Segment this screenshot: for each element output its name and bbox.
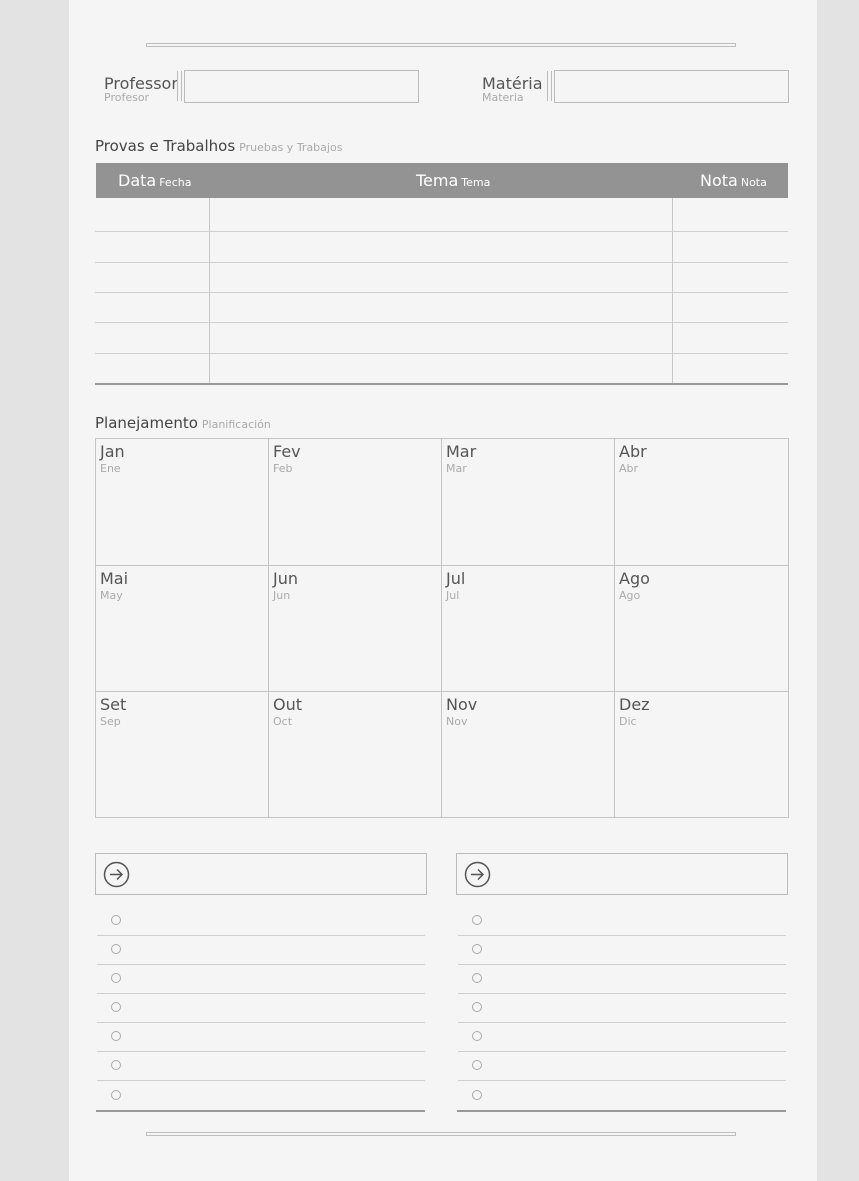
list-item[interactable] (97, 964, 425, 965)
planning-title-text: Planejamento (95, 414, 198, 432)
table-row[interactable] (95, 231, 788, 232)
list-item[interactable] (458, 935, 786, 936)
column-header-nota (700, 171, 767, 190)
materia-separator (547, 71, 552, 101)
checkbox-bullet[interactable] (111, 1002, 121, 1012)
exams-subtitle: Pruebas y Trabajos (239, 141, 343, 154)
month-cell-jun[interactable] (269, 566, 442, 692)
month-cell-dez[interactable] (615, 692, 788, 817)
month-name-es: Feb (273, 462, 293, 475)
checkbox-bullet[interactable] (472, 1031, 482, 1041)
exams-title (95, 137, 342, 155)
month-cell-mai[interactable] (96, 566, 269, 692)
month-name-es: Sep (100, 715, 121, 728)
month-name: Jan (100, 442, 125, 461)
top-divider (146, 43, 736, 47)
materia-field[interactable] (554, 70, 789, 103)
table-row[interactable] (95, 292, 788, 293)
column-divider (209, 198, 210, 384)
checkbox-bullet[interactable] (472, 1060, 482, 1070)
todo-list-right-header[interactable] (456, 853, 788, 895)
list-bottom-border (457, 1110, 786, 1112)
table-bottom-border (95, 383, 788, 385)
column-header-nota-sub: Nota (740, 176, 767, 189)
column-divider (672, 198, 673, 384)
month-name-es: Mar (446, 462, 467, 475)
list-item[interactable] (458, 964, 786, 965)
checkbox-bullet[interactable] (111, 1090, 121, 1100)
planning-calendar (95, 438, 789, 818)
column-header-data-label: Data (118, 171, 157, 190)
month-name: Out (273, 695, 303, 714)
list-item[interactable] (97, 993, 425, 994)
materia-label: Matéria (482, 74, 543, 93)
month-name: Jun (273, 569, 298, 588)
checkbox-bullet[interactable] (472, 1090, 482, 1100)
column-header-data (118, 171, 191, 190)
column-header-tema-label: Tema (416, 171, 459, 190)
list-item[interactable] (458, 993, 786, 994)
month-name: Abr (619, 442, 647, 461)
month-name-es: Ago (619, 589, 641, 602)
professor-separator (177, 71, 182, 101)
month-name: Jul (446, 569, 466, 588)
checkbox-bullet[interactable] (111, 1031, 121, 1041)
checkbox-bullet[interactable] (472, 973, 482, 983)
month-cell-nov[interactable] (442, 692, 615, 817)
column-header-tema (416, 171, 490, 190)
list-item[interactable] (97, 1022, 425, 1023)
month-name-es: May (100, 589, 123, 602)
professor-sublabel: Profesor (104, 91, 150, 104)
column-header-nota-label: Nota (700, 171, 738, 190)
todo-list-left-header[interactable] (95, 853, 427, 895)
month-cell-set[interactable] (96, 692, 269, 817)
list-item[interactable] (97, 935, 425, 936)
professor-label: Professor (104, 74, 178, 93)
table-row[interactable] (95, 322, 788, 323)
month-name: Mar (446, 442, 477, 461)
list-bottom-border (96, 1110, 425, 1112)
column-header-data-sub: Fecha (159, 176, 192, 189)
month-name-es: Dic (619, 715, 637, 728)
month-cell-abr[interactable] (615, 439, 788, 566)
month-name-es: Abr (619, 462, 639, 475)
planning-subtitle: Planificación (201, 418, 271, 431)
materia-sublabel: Materia (482, 91, 524, 104)
checkbox-bullet[interactable] (111, 973, 121, 983)
checkbox-bullet[interactable] (472, 1002, 482, 1012)
month-cell-ago[interactable] (615, 566, 788, 692)
month-name: Fev (273, 442, 301, 461)
month-cell-jul[interactable] (442, 566, 615, 692)
list-item[interactable] (458, 1080, 786, 1081)
month-name: Ago (619, 569, 650, 588)
checkbox-bullet[interactable] (472, 944, 482, 954)
table-row[interactable] (95, 353, 788, 354)
arrow-circle-right-icon (464, 861, 491, 888)
exams-title-text: Provas e Trabalhos (95, 137, 236, 155)
month-cell-jan[interactable] (96, 439, 269, 566)
month-name: Set (100, 695, 127, 714)
month-name: Dez (619, 695, 650, 714)
list-item[interactable] (458, 1022, 786, 1023)
month-cell-mar[interactable] (442, 439, 615, 566)
arrow-circle-right-icon (103, 861, 130, 888)
month-name: Nov (446, 695, 478, 714)
month-cell-out[interactable] (269, 692, 442, 817)
table-row[interactable] (95, 262, 788, 263)
list-item[interactable] (97, 1080, 425, 1081)
planning-title (95, 414, 271, 432)
month-name-es: Jul (446, 589, 460, 602)
list-item[interactable] (458, 1051, 786, 1052)
month-name-es: Ene (100, 462, 121, 475)
bottom-divider (146, 1132, 736, 1136)
month-name: Mai (100, 569, 129, 588)
list-item[interactable] (97, 1051, 425, 1052)
checkbox-bullet[interactable] (111, 915, 121, 925)
checkbox-bullet[interactable] (472, 915, 482, 925)
column-header-tema-sub: Tema (461, 176, 491, 189)
month-cell-fev[interactable] (269, 439, 442, 566)
checkbox-bullet[interactable] (111, 944, 121, 954)
month-name-es: Oct (273, 715, 293, 728)
month-name-es: Jun (273, 589, 291, 602)
exams-table-header (96, 163, 788, 198)
checkbox-bullet[interactable] (111, 1060, 121, 1070)
professor-field[interactable] (184, 70, 419, 103)
month-name-es: Nov (446, 715, 468, 728)
